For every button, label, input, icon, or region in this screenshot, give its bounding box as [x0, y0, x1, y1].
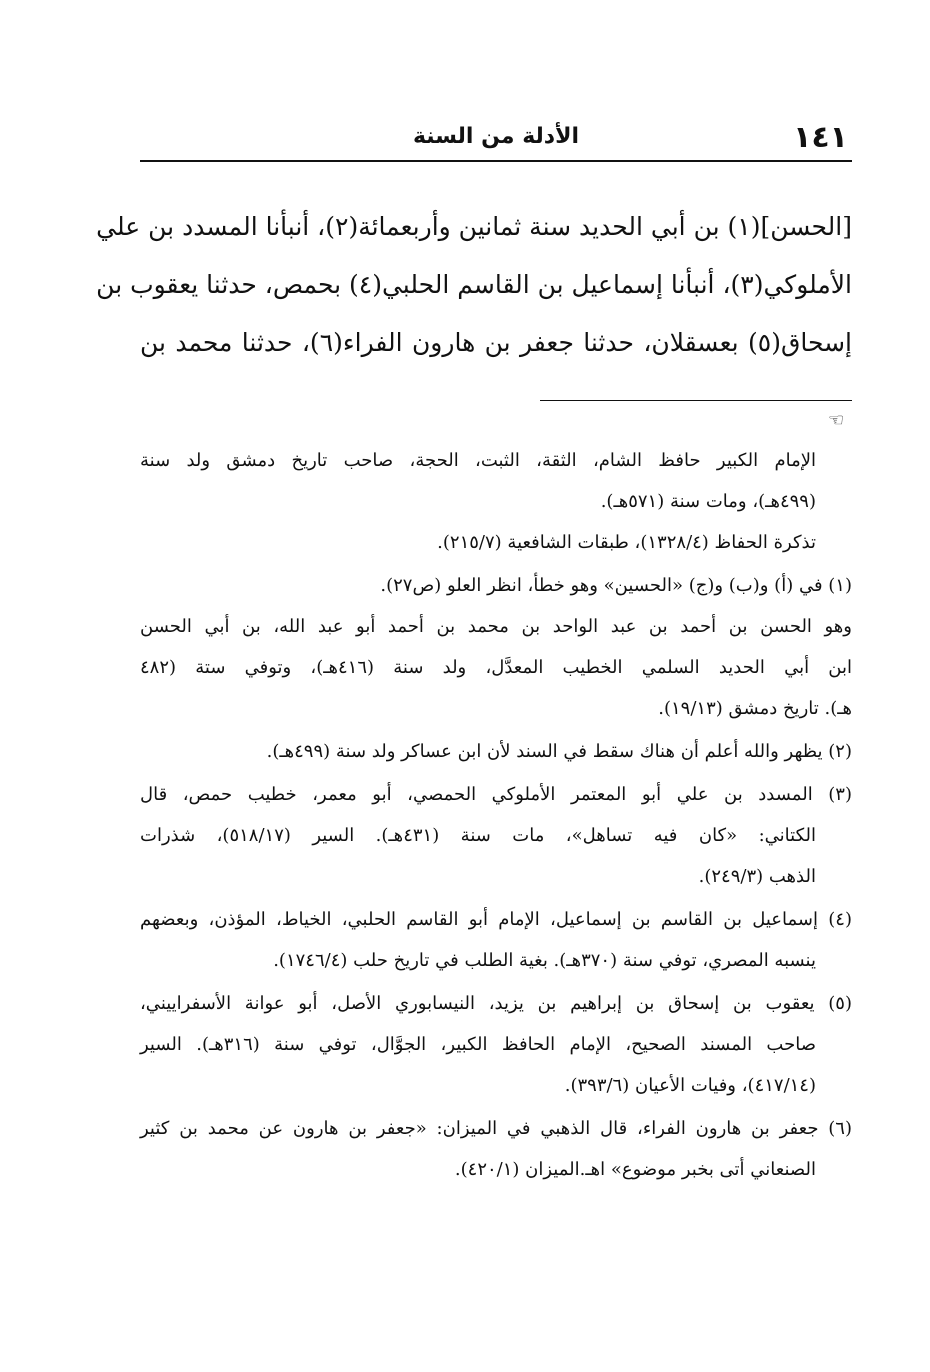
footnote-line: (١) في (أ) و(ب) و(ج) «الحسين» وهو خطأ، انظر العلو (ص٢٧). — [380, 575, 852, 596]
footnote-line: تذكرة الحفاظ (١٣٢٨/٤)، طبقات الشافعية (٢١٥/٧). — [437, 532, 816, 553]
footnote-line: (٤٩٩هـ)، ومات سنة (٥٧١هـ). — [600, 491, 816, 512]
footnote-3 — [140, 774, 852, 897]
footnote-line: (٢) يظهر والله أعلم أن هناك سقط في السند لأن ابن عساكر ولد سنة (٤٩٩هـ). — [266, 741, 852, 762]
footnote-line: الكتاني: «كان فيه تساهل»، مات سنة (٤٣١هـ). السير (٥١٨/١٧)، شذرات — [140, 825, 816, 846]
footnote-line: (٤١٧/١٤)، وفيات الأعيان (٣٩٣/٦). — [564, 1075, 816, 1096]
pointing-hand-icon: ☜ — [828, 410, 845, 431]
footnote-6 — [140, 1108, 852, 1190]
footnote-line: ينسبه المصري، توفي سنة (٣٧٠هـ). بغية الطلب في تاريخ حلب (١٧٤٦/٤). — [273, 950, 816, 971]
footnote-line: (٥) يعقوب بن إسحاق بن إبراهيم بن يزيد، النيسابوري الأصل، أبو عوانة الأسفراييني، — [140, 993, 852, 1014]
footnote-line: هـ). تاريخ دمشق (١٩/١٣). — [658, 698, 852, 719]
footnote-5 — [140, 983, 852, 1106]
main-text — [96, 198, 852, 372]
footnote-line: الذهب (٢٤٩/٣). — [698, 866, 816, 887]
header-rule — [140, 160, 852, 162]
main-text-line: [الحسن](١) بن أبي الحديد سنة ثمانين وأربعمائة(٢)، أنبأنا المسدد بن علي — [96, 212, 852, 241]
footnote-line: الصنعاني أتى بخبر موضوع» اهـ.الميزان (٤٢٠/١). — [454, 1159, 816, 1180]
footnote-4 — [140, 899, 852, 981]
footnote-line: صاحب المسند الصحيح، الإمام الحافظ الكبير، الجوَّال، توفي سنة (٣١٦هـ). السير — [140, 1034, 817, 1055]
footnotes — [140, 440, 852, 1192]
running-title: الأدلة من السنة — [412, 124, 580, 149]
main-text-line: إسحاق(٥) بعسقلان، حدثنا جعفر بن هارون الفراء(٦)، حدثنا محمد بن — [140, 328, 852, 357]
footnote-continuation — [140, 440, 852, 563]
page-header — [140, 118, 852, 158]
page-number: ١٤١ — [793, 120, 848, 155]
footnote-line: الإمام الكبير حافظ الشام، الثقة، الثبت، الحجة، صاحب تاريخ دمشق ولد سنة — [140, 450, 816, 471]
footnote-2 — [140, 731, 852, 772]
footnote-separator — [540, 400, 852, 401]
footnote-1 — [140, 565, 852, 729]
main-text-line: الأملوكي(٣)، أنبأنا إسماعيل بن القاسم الحلبي(٤) بحمص، حدثنا يعقوب بن — [96, 270, 852, 299]
footnote-line: (٦) جعفر بن هارون الفراء، قال الذهبي في الميزان: «جعفر بن هارون عن محمد بن كثير — [140, 1118, 852, 1139]
footnote-line: (٤) إسماعيل بن القاسم بن إسماعيل، الإمام أبو القاسم الحلبي، الخياط، المؤذن، وبعضهم — [140, 909, 852, 930]
footnote-line: وهو الحسن بن أحمد بن عبد الواحد بن محمد بن أحمد أبو عبد الله، بن أبي الحسن — [140, 616, 852, 637]
footnote-line: (٣) المسدد بن علي أبو المعتمر الأملوكي الحمصي، أبو معمر، خطيب حمص، قال — [140, 784, 852, 805]
footnote-line: ابن أبي الحديد السلمي الخطيب المعدَّل، ولد سنة (٤١٦هـ)، وتوفي ستة (٤٨٢ — [140, 657, 852, 678]
